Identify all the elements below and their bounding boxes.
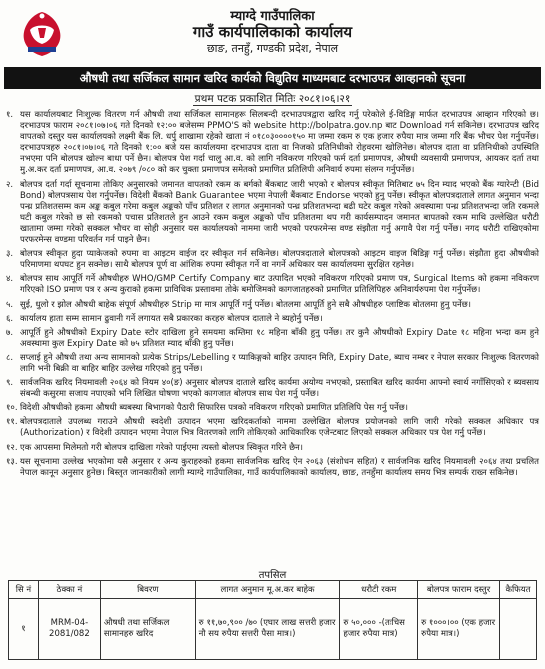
item-number: ३. (6, 249, 14, 260)
notice-item-5 (6, 300, 539, 311)
col-header-sn: सि नं (9, 581, 39, 599)
notice-item-8 (6, 353, 539, 375)
notice-item-1 (6, 110, 539, 177)
item-text: बोलपत्र दर्ता गर्दा सूचनामा तोकिए अनुसारको जमानत वापतको रकम क बर्गको बैंकबाट जारी भएको र बोलपत्र स्वीकृत मितिबाट ७५ दिन म्याद भएको बैंक ग्यारेन्टी (Bid Bond) बोलपत्रसाथ पेश गर्नुपर्नेछ। विदेशी बैंकको Bank Guarantee भएमा नेपाली बैंकबाट Endorse भएको हुनु पर्नेछ। स्वीकृत बोलपत्रदाताले लागत अनुमान भन्दा पन्ध्र प्रतिशतसम्म कम अङ्क कबुल गरेमा कबुल अङ्कको पाँच प्रतिशत र लागत अनुमानको पन्ध्र प्रतिशतभन्दा बढी घटेर कबुल गरेको अवस्थामा पन्ध्र प्रतिशतभन्दा जति रकमले घटी कबुल गरेको छ सो रकमको पचास प्रतिशतले हुन आउने रकम कबुल अङ्कको पाँच प्रतिशतमा थप गरी कार्यसम्पादन जमानत बापतको रकम माथि उल्लेखित धरौटी खातामा जम्मा गरेको सक्कल भौचर वा सोही अनुसार यस कार्यालयको नाममा जारी भएको परफरमेन्स वण्ड संझौता गर्नु अगावै पेश गर्नु पर्नेछ। नगद धरौटी राखिएकोमा परफरमेन्स वण्डमा परिवर्तन गर्न पाइने छैन। (20, 179, 539, 246)
notice-item-6 (6, 314, 539, 325)
notice-item-10 (6, 403, 539, 414)
item-number: ९. (6, 378, 14, 389)
notice-item-12 (6, 443, 539, 454)
col-header-form-fee: बोलपत्र फाराम दस्तुर (418, 581, 500, 599)
cell-remarks (499, 599, 536, 660)
notice-item-4 (6, 274, 539, 296)
item-text: एक आपसमा मिलेमतो गरी बोलपत्र दाखिला गरेको पाईएमा त्यस्तो बोलपत्र स्विकृत गरिने छैन। (20, 442, 303, 453)
notice-item-7 (6, 328, 539, 350)
item-number: १३. (6, 456, 18, 467)
table-header-row (9, 581, 537, 599)
col-header-estimate: लागत अनुमान मू.अ.कर बाहेक (195, 581, 340, 599)
office-address: छाङ, तनहुँ, गण्डकी प्रदेश, नेपाल (206, 42, 339, 55)
item-number: १०. (6, 403, 18, 414)
item-text: बोलपत्र साथ आपूर्ति गर्ने औषधीहरु WHO/GMP Certify Company बाट उत्पादित भएको नविकरण गरिएको प्रमाण पत्र, Surgical Items को हकमा नविकरण गरिएको ISO प्रमाण पत्र र अन्य कुराको हकमा प्राविधिक प्रस्तावमा तोके बमोजिमको कागजातहरुको प्रमाणित प्रतिलिपिहरु अनिवार्यरुपमा पेश गर्नुपर्नेछ। (20, 274, 539, 296)
item-number: ६. (6, 313, 14, 324)
item-text: यस सूचनामा उल्लेख भएकोमा यसै अनुसार र अन्य कुराहरुको हकमा सार्वजनिक खरिद ऐन २०६३ (संशोधन सहित) र सार्वजनिक खरिद नियमावली २०६४ तथा प्रचलित नेपाल कानून अनुसार हुनेछ। बिस्तृत जानकारीको लागी म्याग्दे गाउँपालिका, गाउँ कार्यपालिकाको कार्यालय, छाङ, तनहुँमा कार्यालय समय भित्र सम्पर्क राख्न सकिनेछ। (20, 456, 539, 478)
item-text: कार्यालय हाता सम्म सामान ढुवानी गर्ने लगायत सबै प्रकारका करहरु बोलपत्र दाताले ने ब्यहोर्नु पर्नेछ। (20, 313, 323, 324)
notice-body (6, 110, 539, 479)
cell-form-fee: रु १०००।०० (एक हजार रुपैया मात्र।) (418, 599, 500, 660)
publication-date (0, 92, 545, 106)
publication-date-text: प्रथम पटक प्रकाशित मितिः २०८१।०६।२१ (194, 93, 351, 105)
cell-estimate: रु ११,७०,९०० /७० (एघार लाख सत्तरी हजार नौ सय रुपैया सत्तरी पैसा मात्र।) (195, 599, 340, 660)
item-text: सप्लाई हुने औषधी तथा अन्य सामानको प्रत्येक Strips/Lebelling र प्याकिङ्गको बाहिर उत्पादन मिति, Expiry Date, ब्याच नम्बर र नेपाल सरकार निःशुल्क वितरणको लागि भनी बिक्री वा बाहिर बाहिर उल्लेख गरिएको हुनु पर्नेछ। (20, 352, 539, 374)
notice-item-11 (6, 417, 539, 439)
item-number: ५. (6, 299, 14, 310)
office-name: गाउँ कार्यपालिकाको कार्यालय (192, 23, 353, 41)
notice-title-banner: औषधी तथा सर्जिकल सामान खरिद कार्यको विद्युतिय माध्यमबाट दरभाउपत्र आव्हानको सूचना (4, 67, 541, 89)
col-header-contract-no: ठेक्का नं (38, 581, 100, 599)
item-number: ४. (6, 274, 14, 285)
notice-item-3 (6, 249, 539, 271)
col-header-description: बिवरण (100, 581, 195, 599)
col-header-remarks: कैफियत (499, 581, 536, 599)
notice-item-2 (6, 180, 539, 247)
item-text: यस कार्यालयबाट निःशुल्क वितरण गर्न औषधी तथा सर्जिकल सामानहरू सिलबन्दी दरभाउपत्रद्वारा खरिद गर्नु परेकोले ई-विडिङ्ग मार्फत दरभाउपत्र आव्हान गरिएको छ। दरभाउपत्र फाराम २०८१।०७।०६ गते दिनको १२:०० बजेसम्म PPMO'S को website http://bolpatra.gov.np बाट Download गर्न सकिनेछ। दरभाउपत्र खरिद वापतको दस्तुर यस कार्यालयको लक्ष्मी बैंक लि. धर्पु शाखामा रहेको खाता नं ०१८०३००००१५० मा जम्मा रकम रु एक हजार रुपैया मात्र जम्मा गरि बैंक भौचर पेश गर्नुपर्नेछ। दरभाउपत्रहरु २०८१।०७।०६ गते दिनको १:०० बजे यस कार्यालयमा दरभाउपत्र दाता वा निजको प्रतिनिधीको रोहवरमा खोलिनेछ। बोलपत्र दाता वा प्रतिनिधीको उपस्थिति नभएमा पनि बोलपत्र खोल्न बाधा पर्ने छैन। बोलपत्र पेश गर्दा चालु आ.व. को लागि नविकरण गरिएको फर्म दर्ता प्रमाणपत्र, औषधी व्यवसायी प्रमाणपत्र, आयकर दर्ता तथा मु.अ.कर दर्ता प्रमाणपत्र, आ.व. २०७९ /०८० को कर चुक्ता प्रमाणपत्र समेतको प्रमाणित प्रतिलिपी अनिवार्य रुपमा संलग्न गर्नुपर्नेछ। (20, 110, 539, 176)
item-number: १. (6, 110, 14, 120)
item-number: ७. (6, 327, 14, 338)
item-number: २. (6, 179, 14, 190)
col-header-deposit: धरौटी रकम (340, 581, 418, 599)
item-text: सार्वजनिक खरिद नियमावली २०६४ को नियम ४०(ङ) अनुसार बोलपत्र दाताले खरिद कार्यमा अयोग्य नभएको, प्रस्ताबित खरिद कार्यमा आफ्नो स्वार्थ नगाँसिएको र ब्यवसाय संबन्धी कसुरमा सजाय नपाएको भनि लिखित घोषणा भएको कागजात बोलपत्र साथ पेश गर्नु पर्नेछ। (20, 378, 539, 400)
item-text: बोलपत्रदाताले उपलब्ध गराउने औषधी स्वदेशी उत्पादन भएमा खरिदकर्ताको नाममा उल्लेखित बोलपत्र प्रयोजनको लागि जारी गरेको सक्कल अधिकार पत्र (Authorization) र विदेशी उत्पादन भएमा नेपाल भित्र वितरणको लागि तोकिएको आधिकारिक एजेन्टबाट लिएको सक्कल अधिकार पत्र पेश गर्नु पर्नेछ। (20, 417, 539, 439)
tender-schedule-table (8, 580, 537, 660)
cell-contract-no: MRM-04-2081/082 (38, 599, 100, 660)
item-text: विदेशी औषधीको हकमा औषधी ब्यबस्था बिभागको पैठारी सिफारिस पत्रको नविकरण गरिएको प्रमाणित प्रतिलिपि पेस गर्नु पर्नेछ। (20, 403, 408, 414)
municipality-name: म्याग्दे गाउँपालिका (230, 9, 315, 24)
notice-item-13 (6, 457, 539, 479)
item-number: ८. (6, 352, 14, 363)
item-text: सुई, धुलो र झोल औषधी बाहेक संपूर्ण औषधीहरु Strip मा मात्र आपूर्ति गर्नु पर्नेछ। बोतलमा आपूर्ति हुने सबै औषधीहरु प्लाष्टिक बोतलमा हुनु पर्नेछ। (20, 299, 471, 310)
notice-item-9 (6, 378, 539, 400)
cell-sn: १ (9, 599, 39, 660)
item-number: ११. (6, 417, 18, 428)
cell-deposit: रु ५०,००० -(तःचिस हजार रुपैया मात्र) (340, 599, 418, 660)
cell-description: औषधी तथा सर्जिकल सामानहरु खरिद (100, 599, 195, 660)
schedule-title: तपसिल (258, 570, 287, 581)
table-row (9, 599, 537, 660)
item-text: बोलपत्र स्वीकृत हुदा प्याकेजको रुपमा वा आइटम वाईज दर स्वीकृत गर्न सकिनेछ। बोलपत्रदाताले बोलपत्रको आइटम वाइज बिडिङ्ग गर्नु पर्नेछ। संझौता हुदा औषधीको परिमाणमा थपघट हुन सक्नेछ। साथै बोलपत्र पूर्ण वा आंशिक रुपमा स्वीकृत गर्ने वा नगर्ने अधिकार यस कार्यालयमा सुरक्षित रहनेछ। (20, 249, 539, 271)
item-number: १२. (6, 442, 18, 453)
item-text: आपूर्ति हुने औषधीको Expiry Date स्टोर दाखिला हुने समयमा कम्तिमा १८ महिना बाँकी हुनु पर्नेछ। तर कुनै औषधीको Expiry Date १८ महिना भन्दा कम हुने अवस्थामा कुल Expiry Date को ७५ प्रतिशत म्याद बाँकी हुनु पर्नेछ। (20, 327, 539, 349)
